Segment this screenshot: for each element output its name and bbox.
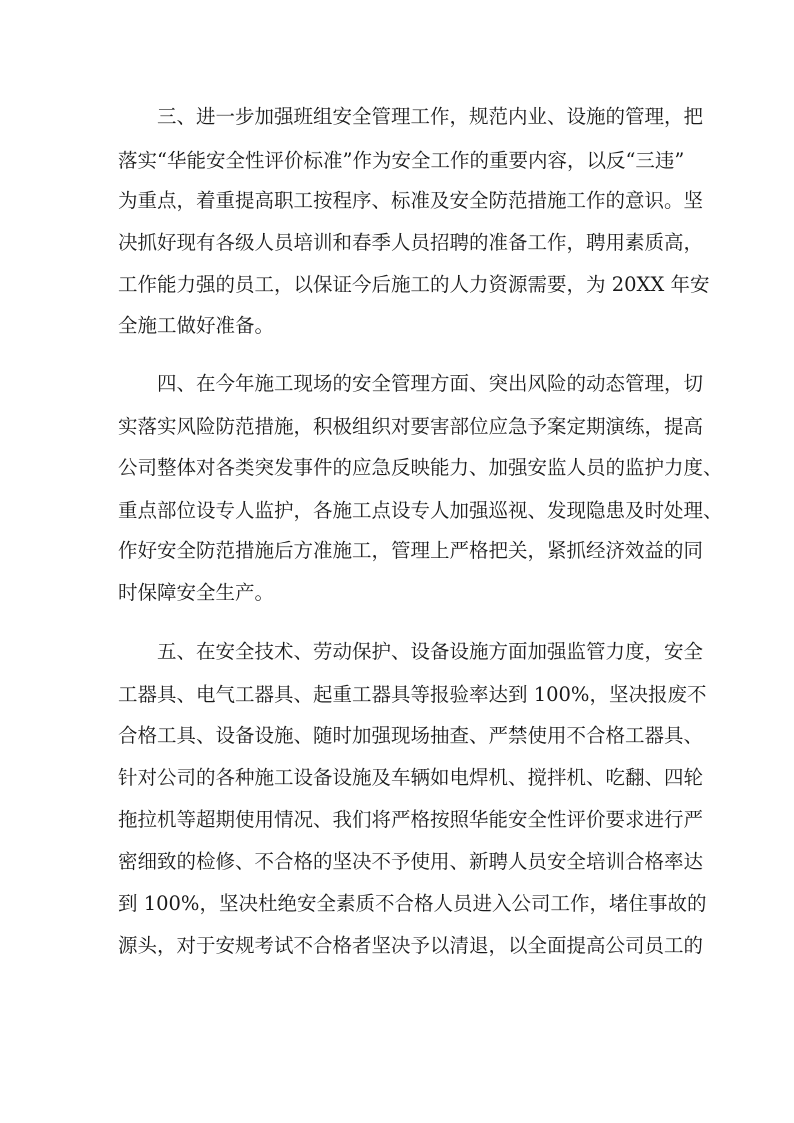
- paragraph-2-line-2: 实落实风险防范措施，积极组织对要害部位应急予案定期演练，提高: [118, 415, 704, 438]
- paragraph-1-line-5: 工作能力强的员工，以保证今后施工的人力资源需要，为 20XX 年安: [118, 273, 710, 296]
- paragraph-1-line-6: 全施工做好准备。: [118, 314, 275, 337]
- paragraph-2-line-1: 四、在今年施工现场的安全管理方面、突出风险的动态管理，切: [157, 372, 704, 395]
- paragraph-3-line-6: 密细致的检修、不合格的坚决不予使用、新聘人员安全培训合格率达: [118, 850, 704, 873]
- paragraph-1-line-1: 三、进一步加强班组安全管理工作，规范内业、设施的管理，把: [157, 105, 704, 128]
- paragraph-2-line-6: 时保障安全生产。: [118, 581, 275, 604]
- paragraph-1-line-4: 决抓好现有各级人员培训和春季人员招聘的准备工作，聘用素质高，: [118, 231, 704, 254]
- paragraph-3-line-8: 源头，对于安规考试不合格者坚决予以清退，以全面提高公司员工的: [118, 934, 704, 957]
- paragraph-3-line-7: 到 100%，坚决杜绝安全素质不合格人员进入公司工作，堵住事故的: [118, 892, 707, 915]
- paragraph-2-line-4: 重点部位设专人监护，各施工点设专人加强巡视、发现隐患及时处理、: [118, 499, 723, 522]
- paragraph-3-line-2: 工器具、电气工器具、起重工器具等报验率达到 100%，坚决报废不: [118, 683, 707, 706]
- paragraph-3-line-3: 合格工具、设备设施、随时加强现场抽查、严禁使用不合格工器具、: [118, 724, 704, 747]
- paragraph-3-line-5: 拖拉机等超期使用情况、我们将严格按照华能安全性评价要求进行严: [118, 808, 704, 831]
- paragraph-3-line-1: 五、在安全技术、劳动保护、设备设施方面加强监管力度，安全: [157, 640, 704, 663]
- paragraph-1-line-2: 落实“华能安全性评价标准”作为安全工作的重要内容，以反“三违”: [118, 149, 685, 172]
- paragraph-2-line-3: 公司整体对各类突发事件的应急反映能力、加强安监人员的监护力度、: [118, 456, 723, 479]
- paragraph-3-line-4: 针对公司的各种施工设备设施及车辆如电焊机、搅拌机、吃翻、四轮: [118, 766, 704, 789]
- paragraph-2-line-5: 作好安全防范措施后方准施工，管理上严格把关，紧抓经济效益的同: [118, 539, 704, 562]
- paragraph-1-line-3: 为重点，着重提高职工按程序、标准及安全防范措施工作的意识。坚: [118, 189, 704, 212]
